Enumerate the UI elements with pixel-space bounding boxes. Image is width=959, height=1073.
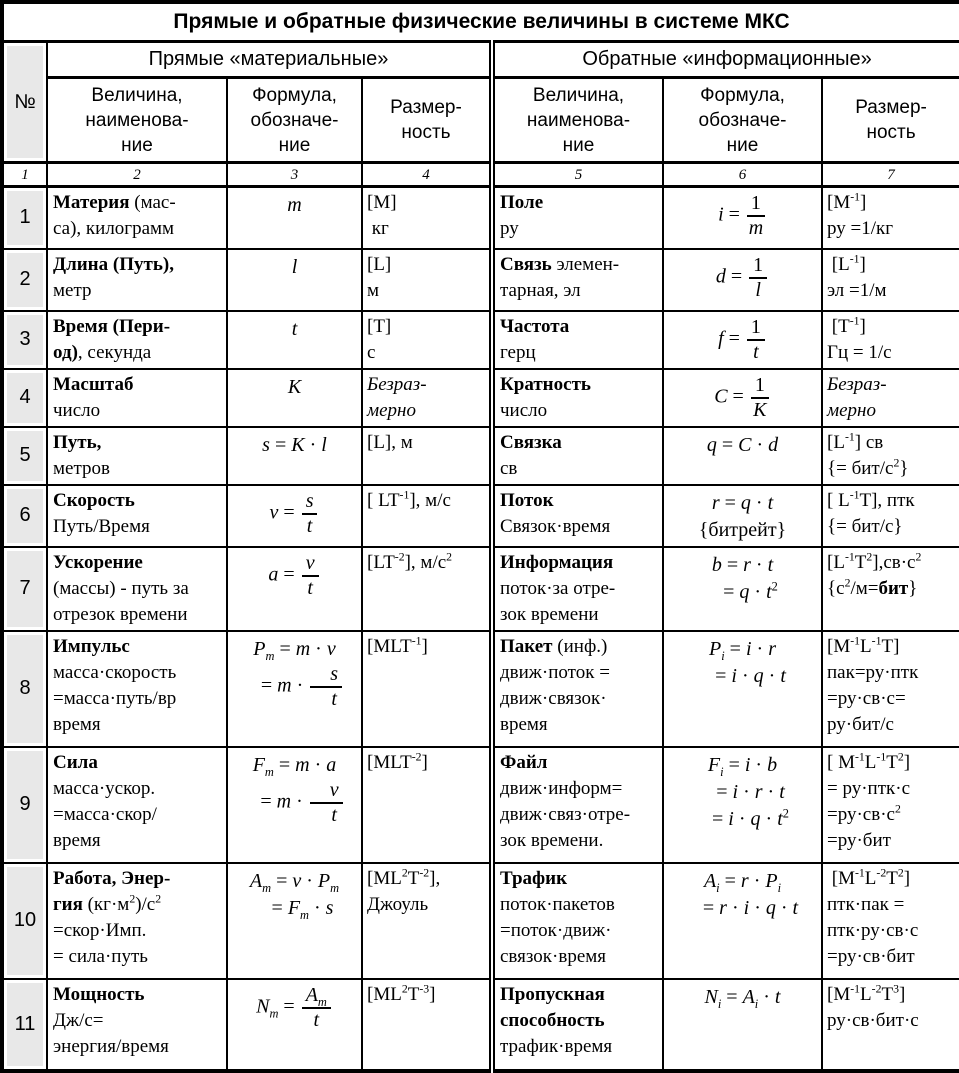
name-cell-direct: Сила масса·ускор. =масса·скор/ время [47,747,227,863]
group-header-inverse: Обратные «информационные» [492,42,959,78]
formula-cell-direct: K [227,369,362,427]
table-row [2,979,959,1071]
dimension-cell-inverse: $[L^{-1}]$ эл =1/м [822,249,959,311]
fraction: $\frac{1}{m}$ [748,192,764,239]
row-number-cell: 2 [2,249,47,311]
name-cell-inverse: Связь элемен- тарная, эл [492,249,663,311]
dimension-cell-inverse: [ $M^{-1}L^{-1}T^2$] = ру·птк·с $=ру\cdot св\cdot с^2$ =ру·бит [822,747,959,863]
formula-cell-inverse: C = $\frac{1}{K}$ [663,369,822,427]
table-row [2,747,959,863]
name-cell-inverse: Пропускная способность трафик·время [492,979,663,1071]
formula-cell-inverse: q = C · d [663,427,822,485]
name-cell-direct: Материя (мас- са), килограмм [47,187,227,249]
table-row [2,547,959,631]
formula-cell-inverse: d = $\frac{1}{l}$ [663,249,822,311]
name-cell-direct: Импульс масса·скорость =масса·путь/вр время [47,631,227,747]
name-cell-direct: Масштаб число [47,369,227,427]
name-cell-direct: Мощность Дж/с= энергия/время [47,979,227,1071]
table-row [2,369,959,427]
dimension-cell-inverse: [ $L^{-1}T$], птк {= бит/с} [822,485,959,547]
name-cell-direct: Работа, Энер- гия $(кг\cdot м^2)/с^2$ =скор·Имп. = сила·путь [47,863,227,979]
number-column-header: № [2,42,47,163]
dimension-cell-direct: [T] с [362,311,492,369]
formula-cell-inverse: f = $\frac{1}{t}$ [663,311,822,369]
table-row [2,631,959,747]
dimension-cell-direct: [M] кг [362,187,492,249]
formula-cell-direct: t [227,311,362,369]
row-number-cell: 7 [2,547,47,631]
title-row [2,2,959,42]
fraction: $\frac{1}{t}$ [747,316,765,364]
row-number-cell: 3 [2,311,47,369]
name-cell-inverse: Частота герц [492,311,663,369]
table-body [2,187,959,1071]
row-number-cell: 9 [2,747,47,863]
table-row [2,187,959,249]
dimension-cell-inverse: $[T^{-1}]$ Гц = 1/с [822,311,959,369]
formula-cell-direct: $N_m$ = $\frac{A_m}{t}$ [227,979,362,1071]
column-header-row [2,78,959,163]
row-number-cell: 5 [2,427,47,485]
formula-cell-inverse: $F_i = i \cdot b$ = i · r · t = $i \cdot q \cdot t^2$ [663,747,822,863]
name-cell-inverse: Связка св [492,427,663,485]
column-index-5: 5 [492,163,663,187]
formula-cell-direct: l [227,249,362,311]
column-index-row [2,163,959,187]
name-cell-inverse: Файл движ·информ= движ·связ·отре- зок времени. [492,747,663,863]
formula-cell-direct: $A_m = v \cdot P_m$ = $F_m \cdot s$ [227,863,362,979]
name-cell-direct: Время (Пери- од), секунда [47,311,227,369]
formula-cell-direct: s = K · l [227,427,362,485]
formula-cell-direct: m [227,187,362,249]
formula-cell-inverse: r = q · t {битрейт} [663,485,822,547]
column-header-1: Величина, наименова- ние [47,78,227,163]
column-index-2: 2 [47,163,227,187]
formula-cell-direct: $P_m = m \cdot v$ = m · $\frac{s}{t}$ [227,631,362,747]
fraction: $\frac{v}{t}$ [310,779,343,827]
row-number-cell: 6 [2,485,47,547]
row-number-cell: 1 [2,187,47,249]
column-header-2: Формула, обозначе- ние [227,78,362,163]
row-number-cell: 10 [2,863,47,979]
dimension-cell-inverse: $[M^{-1}L^{-2}T^2]$ птк·пак = птк·ру·св·с =ру·св·бит [822,863,959,979]
formula-cell-direct: v = $\frac{s}{t}$ [227,485,362,547]
column-header-6: Размер- ность [822,78,959,163]
dimension-cell-direct: $[ML^2T^{-3}]$ [362,979,492,1071]
formula-cell-inverse: $N_i = A_i \cdot t$ [663,979,822,1071]
name-cell-inverse: Трафик поток·пакетов =поток·движ· связок·время [492,863,663,979]
dimension-cell-direct: $[ML^2T^{-2}]$, Джоуль [362,863,492,979]
table-title: Прямые и обратные физические величины в системе МКС [2,2,959,42]
column-index-7: 7 [822,163,959,187]
table-row [2,311,959,369]
formula-cell-direct: a = $\frac{v}{t}$ [227,547,362,631]
name-cell-inverse: Поток Связок·время [492,485,663,547]
dimension-cell-inverse: $[M^{-1}]$ ру =1/кг [822,187,959,249]
dimension-cell-direct: $[MLT^{-1}]$ [362,631,492,747]
dimension-cell-inverse: $[M^{-1}L^{-2}T^3]$ ру·св·бит·с [822,979,959,1071]
formula-cell-inverse: b = r · t = $q \cdot t^2$ [663,547,822,631]
dimension-cell-inverse: $[M^{-1}L^{-1}T]$ пак=ру·птк =ру·св·с= ру·бит/с [822,631,959,747]
formula-cell-inverse: $A_i = r \cdot P_i$ = r · i · q · t [663,863,822,979]
column-index-1: 1 [2,163,47,187]
group-header-row [2,42,959,78]
fraction: $\frac{1}{K}$ [751,374,769,422]
fraction: $\frac{s}{t}$ [302,490,318,538]
fraction: $\frac{s}{t}$ [310,663,342,711]
column-header-5: Формула, обозначе- ние [663,78,822,163]
column-index-6: 6 [663,163,822,187]
dimension-cell-direct: $[MLT^{-2}]$ [362,747,492,863]
table-row [2,249,959,311]
dimension-cell-inverse: $[L^{-1}T^2],св\cdot с^2$ $\{с^2/м=бит\}$ [822,547,959,631]
group-header-direct: Прямые «материальные» [47,42,492,78]
dimension-cell-direct: [ $LT^{-1}$], м/с [362,485,492,547]
table-row [2,485,959,547]
dimension-cell-direct: [L] м [362,249,492,311]
name-cell-inverse: Поле ру [492,187,663,249]
row-number-cell: 11 [2,979,47,1071]
fraction: $\frac{v}{t}$ [302,552,319,600]
column-index-4: 4 [362,163,492,187]
column-header-4: Величина, наименова- ние [492,78,663,163]
name-cell-direct: Скорость Путь/Время [47,485,227,547]
fraction: $\frac{1}{l}$ [749,254,767,302]
dimension-cell-direct: Безраз- мерно [362,369,492,427]
name-cell-direct: Ускорение (массы) - путь за отрезок времени [47,547,227,631]
formula-cell-inverse: $P_i = i \cdot r$ = i · q · t [663,631,822,747]
row-number-cell: 8 [2,631,47,747]
name-cell-inverse: Пакет (инф.) движ·поток = движ·связок· время [492,631,663,747]
name-cell-direct: Путь, метров [47,427,227,485]
dimension-cell-direct: [L], м [362,427,492,485]
dimension-cell-direct: $[LT^{-2}]$, $м/с^2$ [362,547,492,631]
formula-cell-inverse: i = $\frac{1}{m}$ [663,187,822,249]
dimension-cell-inverse: $[L^{-1}]$ св {= бит/$с^2$} [822,427,959,485]
column-header-3: Размер- ность [362,78,492,163]
formula-cell-direct: $F_m = m \cdot a$ = m · $\frac{v}{t}$ [227,747,362,863]
table-row [2,427,959,485]
name-cell-inverse: Кратность число [492,369,663,427]
name-cell-inverse: Информация поток·за отре- зок времени [492,547,663,631]
row-number-cell: 4 [2,369,47,427]
fraction: $\frac{A_m}{t}$ [302,984,331,1032]
table-row [2,863,959,979]
column-index-3: 3 [227,163,362,187]
name-cell-direct: Длина (Путь), метр [47,249,227,311]
dimension-cell-inverse: Безраз- мерно [822,369,959,427]
